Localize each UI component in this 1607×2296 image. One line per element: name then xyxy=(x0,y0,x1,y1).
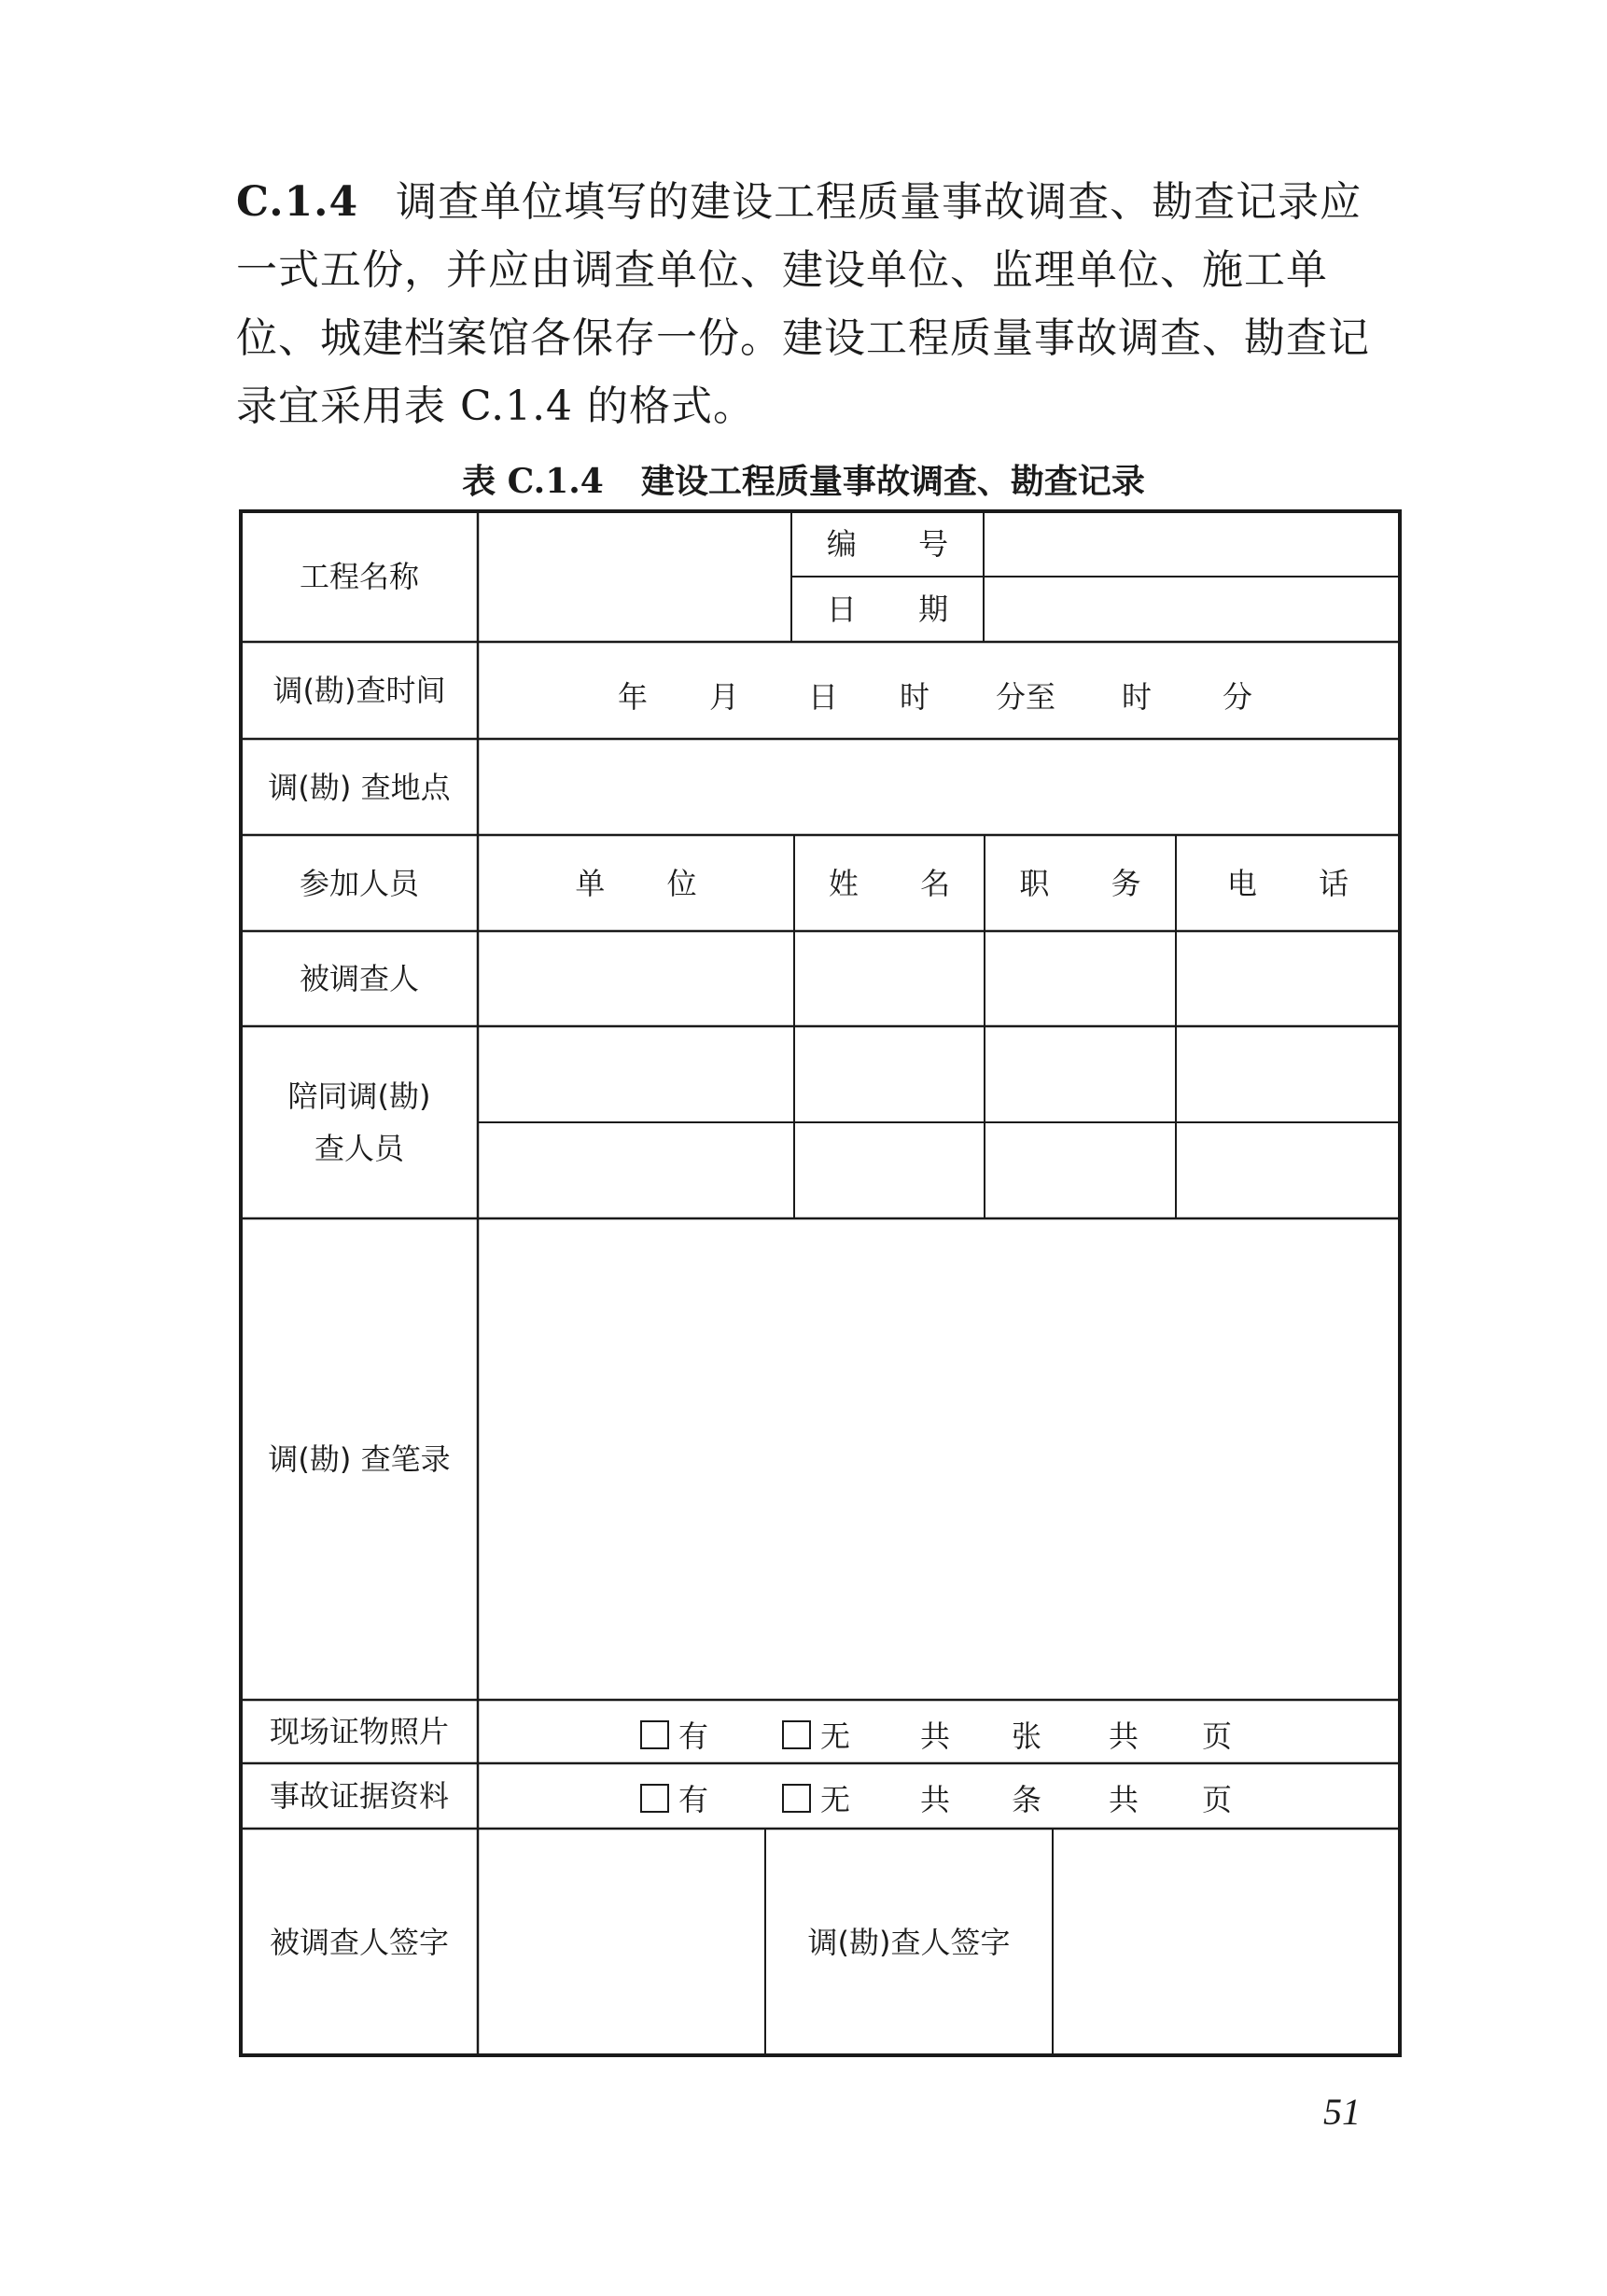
accompany-label xyxy=(241,1026,478,1218)
column-name: 姓 名 xyxy=(828,865,977,901)
time-label: 调(勘)查时间 xyxy=(272,673,446,708)
photos-no-option[interactable]: 无 xyxy=(782,1713,850,1756)
evidence-item-unit: 条 xyxy=(1012,1782,1042,1817)
accompany-unit-field[interactable] xyxy=(478,1026,794,1122)
investigator-sign-field[interactable] xyxy=(1053,1829,1400,2055)
accompany-name-field[interactable] xyxy=(794,1122,985,1218)
interviewee-label: 被调查人 xyxy=(299,961,419,996)
month-unit: 月 xyxy=(709,679,740,715)
photos-yes-option[interactable]: 有 xyxy=(640,1713,708,1756)
hour-unit-2: 时 xyxy=(1122,679,1153,715)
evidence-yes-option[interactable]: 有 xyxy=(640,1776,708,1819)
hour-unit: 时 xyxy=(900,679,930,715)
accompany-position-field[interactable] xyxy=(985,1122,1176,1218)
evidence-total-label: 共 xyxy=(920,1782,951,1817)
accompany-unit-field[interactable] xyxy=(478,1122,794,1218)
interviewee-position-field[interactable] xyxy=(985,931,1176,1026)
accompany-phone-field[interactable] xyxy=(1176,1122,1400,1218)
investigator-sign-label: 调(勘)查人签字 xyxy=(807,1924,1011,1960)
serial-no-field[interactable] xyxy=(984,511,1400,577)
photos-sheet-unit: 张 xyxy=(1012,1719,1042,1754)
page-number: 51 xyxy=(1323,2091,1361,2133)
participants-label: 参加人员 xyxy=(299,865,419,901)
interviewee-name-field[interactable] xyxy=(794,931,985,1026)
place-field[interactable] xyxy=(478,739,1400,835)
interviewee-unit-field[interactable] xyxy=(478,931,794,1026)
photos-options xyxy=(478,1700,1400,1763)
table-caption xyxy=(0,455,1607,503)
photos-page-unit: 页 xyxy=(1202,1719,1233,1754)
evidence-label: 事故证据资料 xyxy=(269,1778,449,1814)
photos-total-label-2: 共 xyxy=(1109,1719,1139,1754)
accompany-label-line1: 陪同调(勘) xyxy=(287,1078,431,1114)
clause-number: C.1.4 xyxy=(236,178,359,226)
evidence-total-label-2: 共 xyxy=(1109,1782,1139,1817)
interviewee-sign-field[interactable] xyxy=(478,1829,765,2055)
accompany-phone-field[interactable] xyxy=(1176,1026,1400,1122)
clause-text: 调查单位填写的建设工程质量事故调查、勘查记录应一式五份，并应由调查单位、建设单位、监理单位、施工单位、城建档案馆各保存一份。建设工程质量事故调查、勘查记录宜采用表 C.1.4 的格式。 xyxy=(236,178,1370,430)
table-title: 建设工程质量事故调查、勘查记录 xyxy=(640,462,1145,501)
year-unit: 年 xyxy=(618,679,649,715)
project-name-field[interactable] xyxy=(478,511,791,642)
place-label: 调(勘) 查地点 xyxy=(268,769,451,805)
day-unit: 日 xyxy=(808,679,839,715)
checkbox-icon[interactable] xyxy=(782,1784,811,1813)
accompany-label-line2: 查人员 xyxy=(314,1131,404,1166)
checkbox-icon[interactable] xyxy=(640,1784,669,1813)
notes-label: 调(勘) 查笔录 xyxy=(268,1441,451,1477)
accompany-name-field[interactable] xyxy=(794,1026,985,1122)
photos-total-label: 共 xyxy=(920,1719,951,1754)
evidence-no-option[interactable]: 无 xyxy=(782,1776,850,1819)
interviewee-phone-field[interactable] xyxy=(1176,931,1400,1026)
project-name-label: 工程名称 xyxy=(299,559,419,594)
interviewee-sign-label: 被调查人签字 xyxy=(269,1924,449,1960)
notes-field[interactable] xyxy=(478,1218,1400,1700)
time-field[interactable] xyxy=(478,646,1400,739)
minute-to-unit: 分至 xyxy=(996,679,1056,715)
column-phone: 电 话 xyxy=(1226,865,1376,901)
accompany-position-field[interactable] xyxy=(985,1026,1176,1122)
column-unit: 单 位 xyxy=(575,865,723,901)
photos-label: 现场证物照片 xyxy=(269,1714,449,1749)
column-position: 职 务 xyxy=(1019,865,1167,901)
table-number: 表 C.1.4 xyxy=(462,462,604,501)
evidence-options xyxy=(478,1763,1400,1827)
date-field[interactable] xyxy=(984,577,1400,642)
date-label: 日 期 xyxy=(826,591,975,627)
serial-no-label: 编 号 xyxy=(826,526,975,562)
body-paragraph xyxy=(236,168,1403,440)
minute-unit: 分 xyxy=(1223,679,1253,715)
checkbox-icon[interactable] xyxy=(782,1720,811,1749)
checkbox-icon[interactable] xyxy=(640,1720,669,1749)
evidence-page-unit: 页 xyxy=(1202,1782,1233,1817)
